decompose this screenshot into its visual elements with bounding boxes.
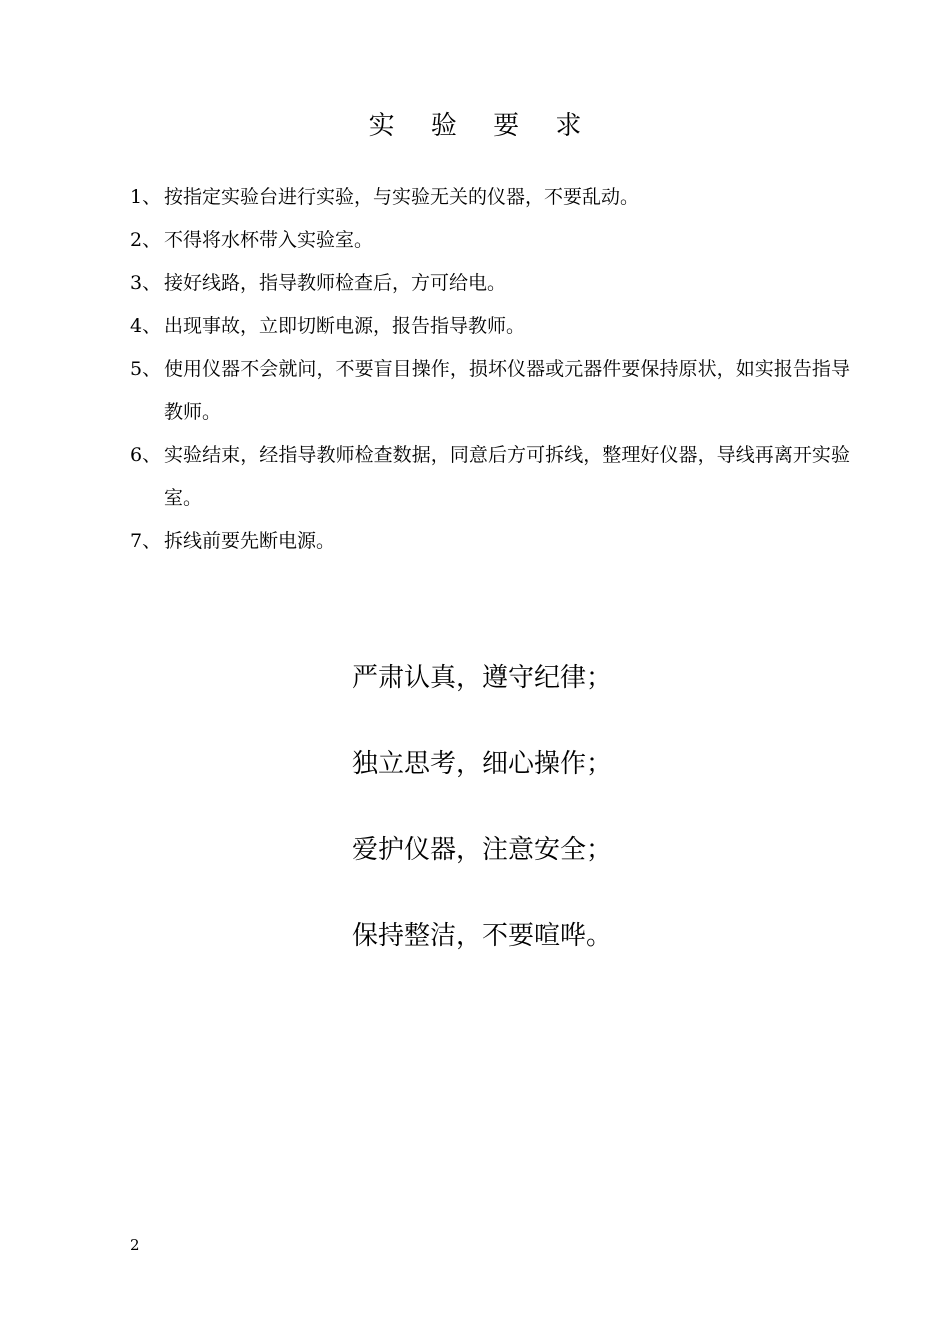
motto-line: 爱护仪器，注意安全； — [352, 835, 613, 865]
rule-number: 7、 — [130, 530, 162, 552]
page-number: 2 — [130, 1236, 140, 1254]
rule-item — [130, 262, 850, 305]
rule-item — [130, 520, 850, 563]
motto-line: 独立思考，细心操作； — [352, 749, 613, 779]
rule-text: 使用仪器不会就问，不要盲目操作，损坏仪器或元器件要保持原状，如实报告指导教师。 — [164, 358, 850, 423]
rule-item — [130, 219, 850, 262]
motto-line: 保持整洁，不要喧哗。 — [352, 921, 613, 951]
rules-list — [130, 176, 850, 563]
rule-number: 1、 — [130, 186, 162, 208]
rule-item — [130, 348, 850, 434]
rule-item — [130, 176, 850, 219]
rule-number: 5、 — [130, 358, 162, 380]
page-title: 实 验 要 求 — [368, 111, 596, 141]
rule-text: 接好线路，指导教师检查后，方可给电。 — [164, 272, 507, 294]
rule-text: 实验结束，经指导教师检查数据，同意后方可拆线，整理好仪器，导线再离开实验室。 — [164, 444, 850, 509]
rule-number: 6、 — [130, 444, 162, 466]
rule-number: 4、 — [130, 315, 162, 337]
motto-block — [352, 656, 772, 1000]
rule-number: 3、 — [130, 272, 162, 294]
rule-item — [130, 434, 850, 520]
rule-text: 出现事故，立即切断电源，报告指导教师。 — [164, 315, 526, 337]
rule-item — [130, 305, 850, 348]
rule-number: 2、 — [130, 229, 162, 251]
rule-text: 拆线前要先断电源。 — [164, 530, 336, 552]
rule-text: 不得将水杯带入实验室。 — [164, 229, 374, 251]
rule-text: 按指定实验台进行实验，与实验无关的仪器，不要乱动。 — [164, 186, 640, 208]
motto-line: 严肃认真，遵守纪律； — [352, 663, 613, 693]
